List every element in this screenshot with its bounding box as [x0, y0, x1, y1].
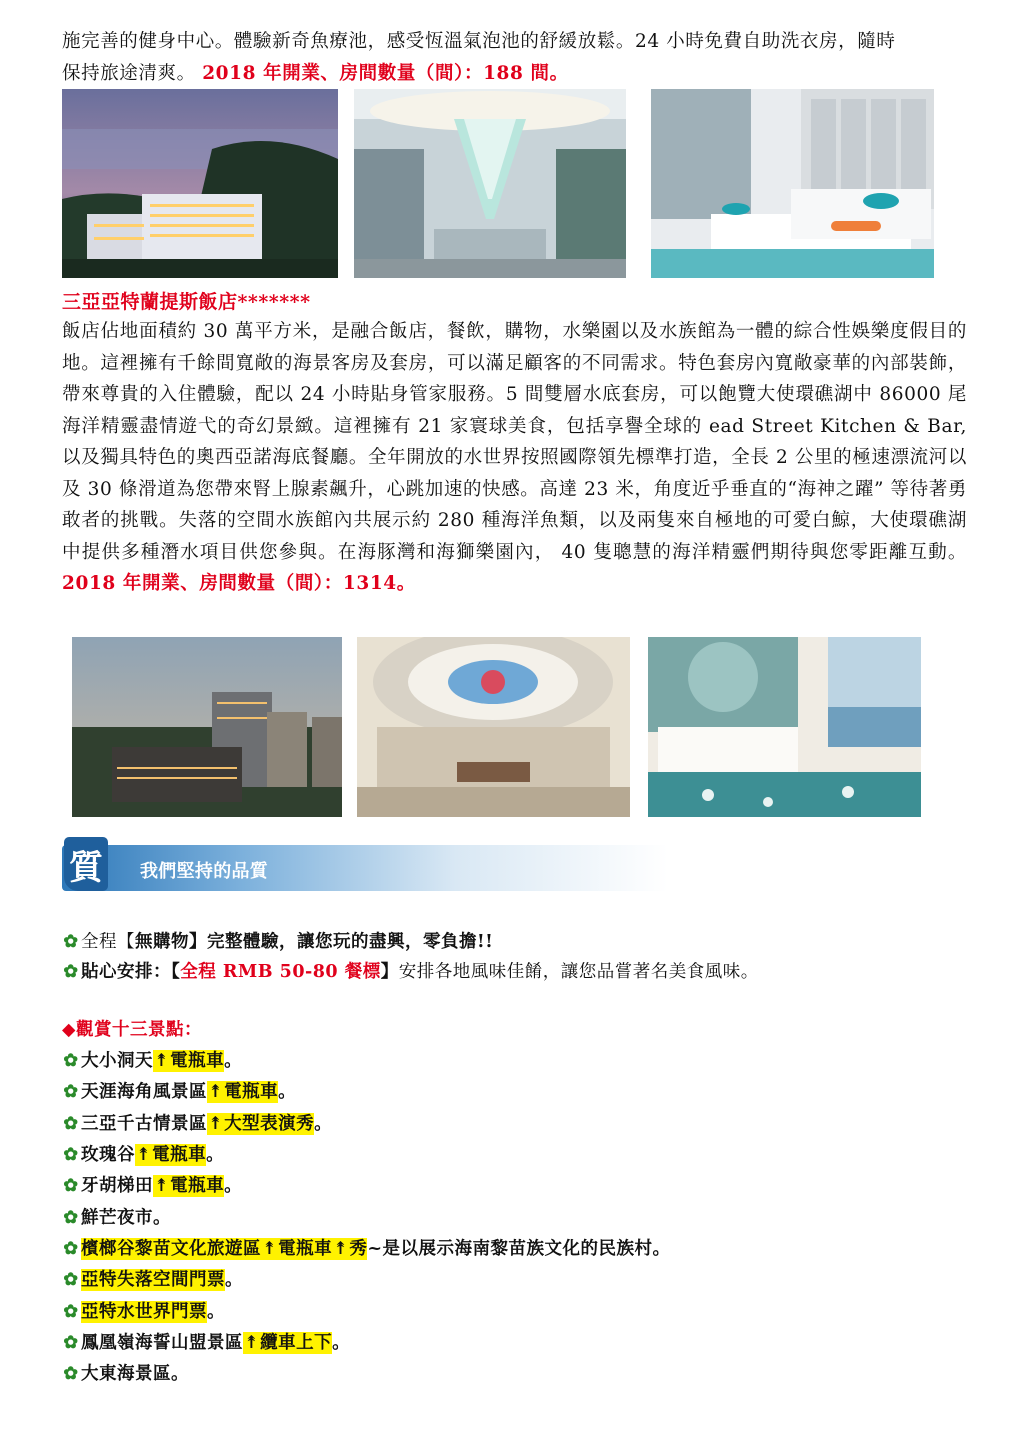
sight-name: 三亞千古情景區 [81, 1114, 207, 1134]
sight-extra-highlight [153, 1175, 224, 1197]
sight-name-highlight [81, 1238, 367, 1260]
pin-icon: ↟ [244, 1333, 260, 1353]
intro-line-1: 施完善的健身中心。體驗新奇魚療池，感受恆溫氣泡池的舒緩放鬆。24 小時免費自助洗衣房，隨時 [62, 31, 896, 52]
sight-item [62, 1361, 189, 1387]
sight-item [62, 1079, 296, 1105]
sight-tail: 。 [224, 1176, 243, 1196]
sight-name: 牙胡梯田 [81, 1176, 153, 1196]
pin-icon: ↟ [136, 1145, 152, 1165]
flower-bullet-icon: ✿ [63, 1082, 79, 1102]
sight-extra-2: 秀 [349, 1239, 368, 1259]
quality-item1-text: 無購物】完整體驗，讓您玩的盡興，零負擔!! [135, 932, 494, 952]
sight-name: 亞特失落空間門票 [81, 1270, 225, 1290]
sight-extra: 電瓶車 [278, 1239, 333, 1259]
sight-name: 鳳凰嶺海誓山盟景區 [81, 1333, 243, 1353]
hotel2-description [62, 316, 967, 600]
pin-icon: ↟ [208, 1082, 224, 1102]
pin-icon: ↟ [154, 1176, 170, 1196]
sight-tail: 。 [278, 1082, 297, 1102]
sight-name: 亞特水世界門票 [81, 1302, 207, 1322]
diamond-bullet-icon: ◆ [62, 1020, 76, 1040]
flower-bullet-icon: ✿ [63, 1114, 79, 1134]
sight-extra: 電瓶車 [152, 1145, 207, 1165]
flower-bullet-icon: ✿ [63, 1176, 79, 1196]
sight-name: 大小洞天 [81, 1051, 153, 1071]
hotel1-exterior-photo [62, 89, 338, 278]
sight-tail: 。 [225, 1270, 243, 1290]
sight-tail: 。 [206, 1145, 225, 1165]
hotel2-lobby-photo [357, 637, 630, 817]
pin-icon: ↟ [262, 1239, 278, 1259]
sight-extra-highlight [153, 1050, 224, 1072]
sight-item [62, 1299, 225, 1325]
sights-heading-text: 觀賞十三景點： [75, 1020, 202, 1040]
flower-bullet-icon: ✿ [63, 962, 79, 982]
sight-item [62, 1236, 671, 1262]
hotel2-title: 三亞亞特蘭提斯飯店******* [62, 291, 311, 313]
sight-item [62, 1111, 332, 1137]
sight-item [62, 1173, 242, 1199]
sight-tail: ~是以展示海南黎苗族文化的民族村。 [367, 1239, 671, 1259]
flower-bullet-icon: ✿ [63, 1333, 79, 1353]
hotel1-info: 2018 年開業、房間數量（間）：188 間。 [202, 62, 569, 84]
quality-item-meals [62, 959, 759, 985]
sight-name: 鮮芒夜市。 [81, 1208, 171, 1228]
sight-tail: 。 [224, 1051, 243, 1071]
flower-bullet-icon: ✿ [63, 1208, 79, 1228]
hotel2-room-photo [648, 637, 921, 817]
sight-item [62, 1330, 350, 1356]
flower-bullet-icon: ✿ [63, 1364, 79, 1384]
flower-bullet-icon: ✿ [63, 1302, 79, 1322]
hotel1-room-photo [651, 89, 934, 278]
pin-icon: ↟ [333, 1239, 349, 1259]
sight-extra-highlight [135, 1144, 206, 1166]
quality-banner [62, 837, 668, 893]
flower-bullet-icon: ✿ [63, 1239, 79, 1259]
sight-extra: 大型表演秀 [224, 1114, 315, 1134]
banner-glyph-icon: 質 [64, 837, 108, 891]
quality-item2-meal-standard: 全程 RMB 50-80 餐標 [180, 962, 381, 982]
hotel2-info: 2018 年開業、房間數量（間）：1314。 [62, 573, 416, 594]
sight-name: 天涯海角風景區 [81, 1082, 207, 1102]
sight-item [62, 1267, 243, 1293]
hotel1-lobby-photo [354, 89, 626, 278]
sight-extra: 電瓶車 [170, 1176, 225, 1196]
sight-tail: 。 [332, 1333, 351, 1353]
flower-bullet-icon: ✿ [63, 1051, 79, 1071]
sight-extra: 電瓶車 [224, 1082, 279, 1102]
flower-bullet-icon: ✿ [63, 932, 79, 952]
quality-item-no-shopping [62, 929, 493, 955]
pin-icon: ↟ [208, 1114, 224, 1134]
sight-item [62, 1205, 171, 1231]
flower-bullet-icon: ✿ [63, 1145, 79, 1165]
quality-item1-prefix: 全程【 [81, 932, 135, 952]
intro-paragraph [62, 26, 967, 89]
banner-title: 我們堅持的品質 [140, 861, 269, 882]
sight-tail: 。 [207, 1302, 225, 1322]
hotel2-body: 飯店佔地面積約 30 萬平方米，是融合飯店，餐飲，購物，水樂園以及水族館為一體的綜合性娛樂度假目的地。這裡擁有千餘間寬敞的海景客房及套房，可以滿足顧客的不同需求。特色套房內寬敞豪華的內部裝飾，帶來尊貴的入住體驗，配以 24 小時貼身管家服務。5 間雙層水底套房，可以飽覽大使環礁湖中 86000 尾海洋精靈盡情遊弋的奇幻景緻。這裡擁有 21 家寰球美食，包括享譽全球的 ead Street Kitchen & Bar, 以及獨具特色的奧西亞諾海底餐廳。全年開放的水世界按照國際領先標準打造，全長 2 公里的極速漂流河以及 30 條滑道為您帶來腎上腺素飆升，心跳加速的快感。高達 23 米，角度近乎垂直的“海神之躍” 等待著勇敢者的挑戰。失落的空間水族館內共展示約 280 種海洋魚類，以及兩隻來自極地的可愛白鯨，大使環礁湖中提供多種潛水項目供您參與。在海豚灣和海獅樂園內， 40 隻聰慧的海洋精靈們期待與您零距離互動。 [62, 321, 967, 563]
sight-extra-highlight [207, 1081, 278, 1103]
quality-item2-text: 安排各地風味佳餚，讓您品嘗著名美食風味。 [398, 962, 759, 982]
sight-extra: 纜車上下 [260, 1333, 333, 1353]
intro-line-2: 保持旅途清爽。 [62, 62, 196, 84]
sight-name: 檳榔谷黎苗文化旅遊區 [81, 1239, 261, 1259]
sight-name: 玫瑰谷 [81, 1145, 135, 1165]
hotel2-exterior-photo [72, 637, 342, 817]
quality-item2-label: 貼心安排：【 [81, 962, 181, 982]
sight-extra: 電瓶車 [170, 1051, 225, 1071]
sight-item [62, 1048, 242, 1074]
flower-bullet-icon: ✿ [63, 1270, 79, 1290]
quality-item2-close: 】 [380, 962, 399, 982]
sight-tail: 。 [314, 1114, 333, 1134]
sight-item [62, 1142, 224, 1168]
pin-icon: ↟ [154, 1051, 170, 1071]
sight-name: 大東海景區。 [81, 1364, 189, 1384]
sight-extra-highlight [207, 1113, 314, 1135]
sight-extra-highlight [243, 1332, 332, 1354]
sights-heading [62, 1017, 202, 1043]
